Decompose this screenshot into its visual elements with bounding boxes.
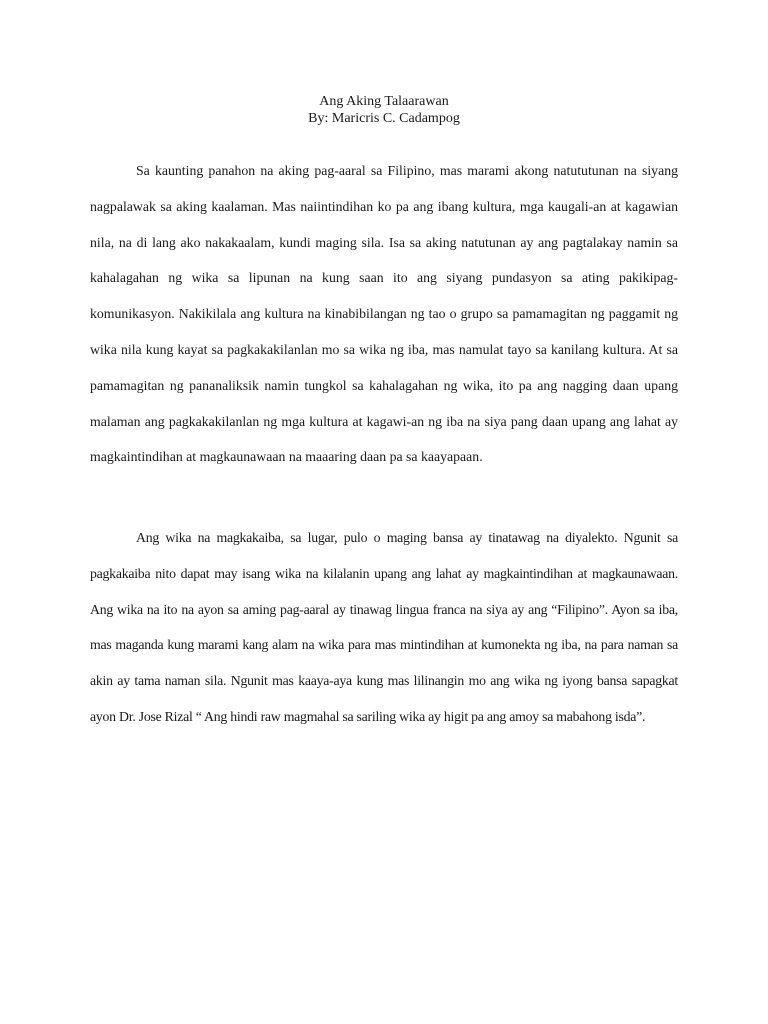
body-paragraph-2: Ang wika na magkakaiba, sa lugar, pulo o maging bansa ay tinatawag na diyalekto. Ngunit sa pagkakaiba nito dapat may isang wika na kilalanin upang ang lahat ay magkaintindihan at magkaunawaan. Ang wika na ito na ayon sa aming pag-aaral ay tinawag lingua franca na siya ay ang “Filipino”. Ayon sa iba, mas maganda kung marami kang alam na wika para mas mintindihan at kumonekta ng iba, na para naman sa akin ay tama naman sila. Ngunit mas kaaya-aya kung mas lilinangin mo ang wika ng iyong bansa sapagkat ayon Dr. Jose Rizal “ Ang hindi raw magmahal sa sariling wika ay higit pa ang amoy sa mabahong isda”. — [90, 530, 678, 724]
body-paragraph-1: Sa kaunting panahon na aking pag-aaral sa Filipino, mas marami akong natututunan na siyang nagpalawak sa aking kaalaman. Mas naiintindihan ko pa ang ibang kultura, mga kaugali-an at kagawian nila, na di lang ako nakakaalam, kundi maging sila. Isa sa aking natutunan ay ang pagtalakay namin sa kahalagahan ng wika sa lipunan na kung saan ito ang siyang pundasyon sa ating pakikipag-komunikasyon. Nakikilala ang kultura na kinabibilangan ng tao o grupo sa pamamagitan ng paggamit ng wika nila kung kayat sa pagkakakilanlan mo sa wika ng iba, mas namulat tayo sa kanilang kultura. At sa pamamagitan ng pananaliksik namin tungkol sa kahalagahan ng wika, ito pa ang nagging daan upang malaman ang pagkakakilanlan ng mga kultura at kagawi-an ng iba na siya pang daan upang ang lahat ay magkaintindihan at magkaunawaan na maaaring daan pa sa kaayapaan. — [90, 163, 678, 465]
document-byline: By: Maricris C. Cadampog — [308, 111, 460, 126]
paragraph-1-block — [90, 153, 678, 475]
document-header — [0, 93, 768, 127]
paragraph-2-block — [90, 520, 678, 735]
document-title: Ang Aking Talaarawan — [319, 94, 449, 109]
